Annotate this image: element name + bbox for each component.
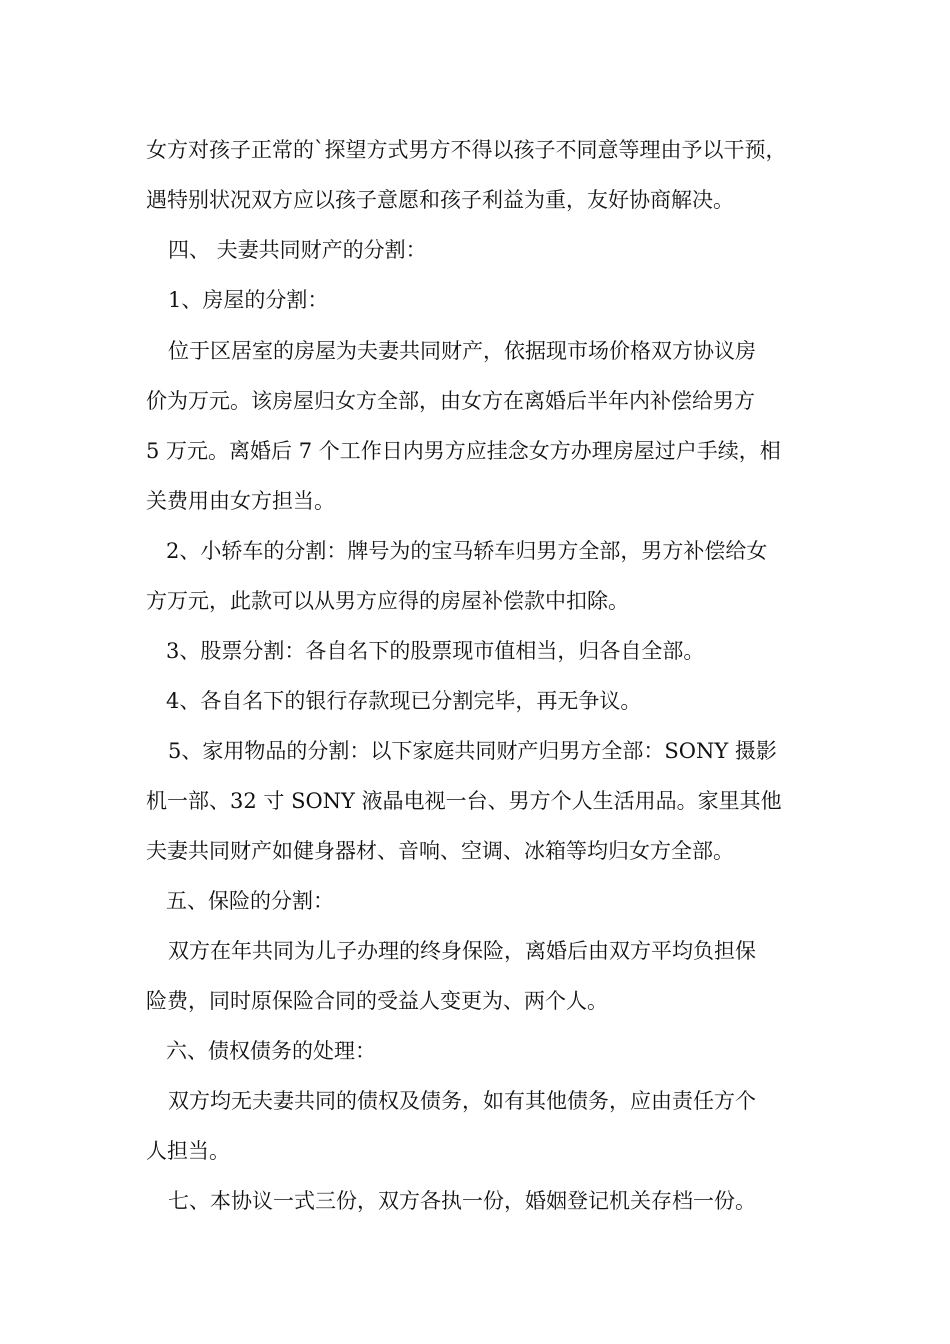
paragraph-line: 女方对孩子正常的`探望方式男方不得以孩子不同意等理由予以干预， <box>146 138 787 162</box>
section-heading: 六、债权债务的处理： <box>166 1039 376 1063</box>
section-heading: 五、保险的分割： <box>166 889 334 913</box>
paragraph-line: 方万元，此款可以从男方应得的房屋补偿款中扣除。 <box>146 589 629 613</box>
paragraph-line: 5、家用物品的分割：以下家庭共同财产归男方全部：SONY 摄影 <box>168 739 777 763</box>
paragraph-line: 双方在年共同为儿子办理的终身保险，离婚后由双方平均负担保 <box>168 939 756 963</box>
paragraph-line: 险费，同时原保险合同的受益人变更为、两个人。 <box>146 989 608 1013</box>
paragraph-line: 价为万元。该房屋归女方全部，由女方在离婚后半年内补偿给男方 <box>146 389 755 413</box>
paragraph-line: 2、小轿车的分割：牌号为的宝马轿车归男方全部，男方补偿给女 <box>166 539 768 563</box>
paragraph-line: 人担当。 <box>146 1139 230 1163</box>
paragraph-line: 3、股票分割：各自名下的股票现市值相当，归各自全部。 <box>166 639 705 663</box>
paragraph-line: 机一部、32 寸 SONY 液晶电视一台、男方个人生活用品。家里其他 <box>146 789 782 813</box>
paragraph-line: 夫妻共同财产如健身器材、音响、空调、冰箱等均归女方全部。 <box>146 839 734 863</box>
paragraph-line: 位于区居室的房屋为夫妻共同财产，依据现市场价格双方协议房 <box>168 339 756 363</box>
section-heading: 四、 夫妻共同财产的分割： <box>168 238 427 262</box>
paragraph-line: 双方均无夫妻共同的债权及债务，如有其他债务，应由责任方个 <box>168 1089 756 1113</box>
section-heading: 七、本协议一式三份，双方各执一份，婚姻登记机关存档一份。 <box>168 1189 756 1213</box>
subsection-heading: 1、房屋的分割： <box>168 288 329 312</box>
paragraph-line: 5 万元。离婚后 7 个工作日内男方应挂念女方办理房屋过户手续，相 <box>146 439 781 463</box>
paragraph-line: 遇特别状况双方应以孩子意愿和孩子利益为重，友好协商解决。 <box>146 188 734 212</box>
paragraph-line: 4、各自名下的银行存款现已分割完毕，再无争议。 <box>166 689 642 713</box>
paragraph-line: 关费用由女方担当。 <box>146 489 335 513</box>
